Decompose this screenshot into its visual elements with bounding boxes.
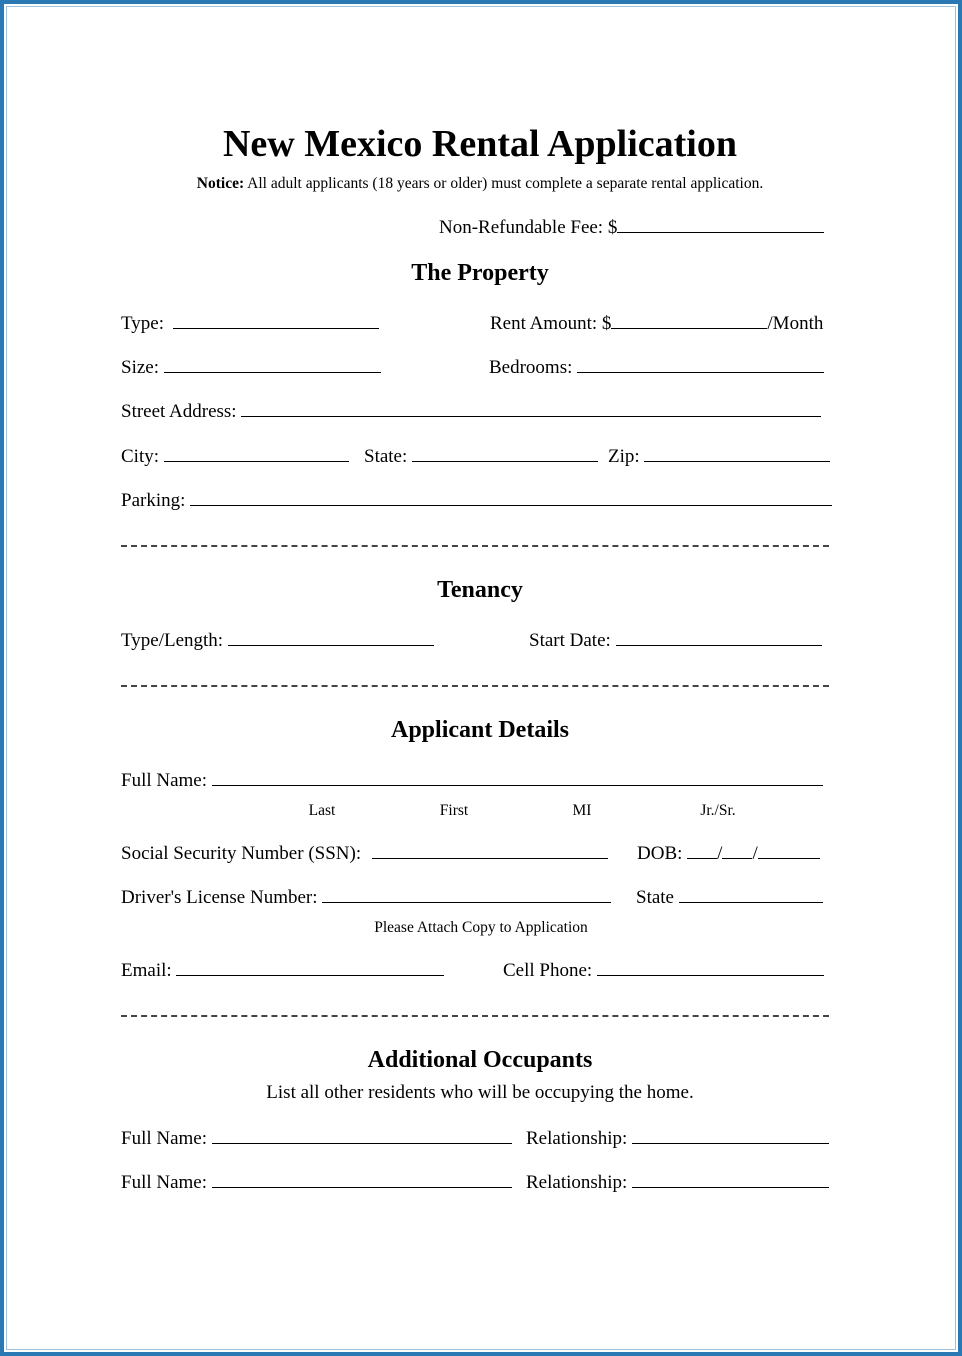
parking-label: Parking: xyxy=(121,490,186,511)
city-field[interactable] xyxy=(164,445,349,462)
section-heading-occupants: Additional Occupants xyxy=(367,1047,593,1073)
full-name-row xyxy=(121,769,823,792)
rent-label: Rent Amount: $ xyxy=(490,313,612,334)
cell-row xyxy=(503,959,824,982)
license-state-field[interactable] xyxy=(679,886,823,903)
bedrooms-field[interactable] xyxy=(577,356,824,373)
license-label: Driver's License Number: xyxy=(121,887,318,908)
type-row xyxy=(121,312,379,335)
street-label: Street Address: xyxy=(121,401,237,422)
license-state-row xyxy=(636,886,823,909)
start-date-row xyxy=(529,629,822,652)
state-row xyxy=(364,445,598,468)
dob-separator: / xyxy=(717,843,723,864)
name-part-mi: MI xyxy=(572,802,592,819)
occupant-name-field[interactable] xyxy=(212,1171,512,1188)
size-label: Size: xyxy=(121,357,159,378)
license-field[interactable] xyxy=(322,886,611,903)
size-field[interactable] xyxy=(164,356,381,373)
section-divider xyxy=(121,1015,829,1017)
type-field[interactable] xyxy=(173,312,379,329)
dob-row xyxy=(637,842,820,865)
occupant-name-row xyxy=(121,1171,512,1194)
occupant-name-field[interactable] xyxy=(212,1127,512,1144)
section-divider xyxy=(121,685,829,687)
street-field[interactable] xyxy=(241,400,821,417)
attach-note: Please Attach Copy to Application xyxy=(374,919,588,936)
occupant-relationship-row xyxy=(526,1171,829,1194)
email-row xyxy=(121,959,444,982)
section-heading-tenancy: Tenancy xyxy=(437,577,523,603)
type-length-field[interactable] xyxy=(228,629,434,646)
bedrooms-label: Bedrooms: xyxy=(489,357,573,378)
full-name-field[interactable] xyxy=(212,769,823,786)
ssn-field[interactable] xyxy=(372,842,608,859)
dob-separator: / xyxy=(752,843,758,864)
notice-label: Notice: xyxy=(196,175,245,192)
occupant-relationship-label: Relationship: xyxy=(526,1128,628,1149)
occupant-relationship-row xyxy=(526,1127,829,1150)
dob-day-field[interactable] xyxy=(722,842,752,859)
email-label: Email: xyxy=(121,960,172,981)
state-label: State: xyxy=(364,446,408,467)
name-part-suffix: Jr./Sr. xyxy=(700,802,736,819)
rent-field[interactable] xyxy=(611,312,767,329)
fee-field[interactable] xyxy=(617,216,824,233)
notice-body: All adult applicants (18 years or older) must complete a separate rental application. xyxy=(244,175,764,192)
occupant-relationship-field[interactable] xyxy=(632,1127,829,1144)
parking-row xyxy=(121,489,832,512)
ssn-row xyxy=(121,842,608,865)
zip-row xyxy=(608,445,830,468)
rent-row xyxy=(490,312,823,335)
bedrooms-row xyxy=(489,356,824,379)
dob-month-field[interactable] xyxy=(687,842,717,859)
occupant-relationship-label: Relationship: xyxy=(526,1172,628,1193)
email-field[interactable] xyxy=(176,959,444,976)
name-part-last: Last xyxy=(308,802,336,819)
section-heading-applicant: Applicant Details xyxy=(390,717,570,743)
start-date-field[interactable] xyxy=(616,629,822,646)
street-row xyxy=(121,400,821,423)
section-divider xyxy=(121,545,829,547)
license-row xyxy=(121,886,611,909)
zip-label: Zip: xyxy=(608,446,640,467)
occupants-subtitle: List all other residents who will be occupying the home. xyxy=(266,1082,694,1103)
zip-field[interactable] xyxy=(644,445,830,462)
fee-row xyxy=(439,216,824,239)
dob-label: DOB: xyxy=(637,843,683,864)
fee-label: Non-Refundable Fee: $ xyxy=(439,217,618,238)
dob-year-field[interactable] xyxy=(758,842,820,859)
rent-suffix: /Month xyxy=(767,313,824,334)
occupant-name-label: Full Name: xyxy=(121,1172,208,1193)
ssn-label: Social Security Number (SSN): xyxy=(121,843,362,864)
size-row xyxy=(121,356,381,379)
type-length-row xyxy=(121,629,434,652)
type-label: Type: xyxy=(121,313,164,334)
state-field[interactable] xyxy=(412,445,598,462)
section-heading-property: The Property xyxy=(411,260,549,286)
cell-label: Cell Phone: xyxy=(503,960,593,981)
city-label: City: xyxy=(121,446,160,467)
occupant-name-row xyxy=(121,1127,512,1150)
start-date-label: Start Date: xyxy=(529,630,611,651)
page-title: New Mexico Rental Application xyxy=(222,123,738,165)
city-row xyxy=(121,445,349,468)
parking-field[interactable] xyxy=(190,489,832,506)
name-part-first: First xyxy=(439,802,469,819)
occupant-relationship-field[interactable] xyxy=(632,1171,829,1188)
type-length-label: Type/Length: xyxy=(121,630,224,651)
full-name-label: Full Name: xyxy=(121,770,208,791)
occupant-name-label: Full Name: xyxy=(121,1128,208,1149)
license-state-label: State xyxy=(636,887,674,908)
notice-text xyxy=(197,175,763,193)
cell-field[interactable] xyxy=(597,959,824,976)
